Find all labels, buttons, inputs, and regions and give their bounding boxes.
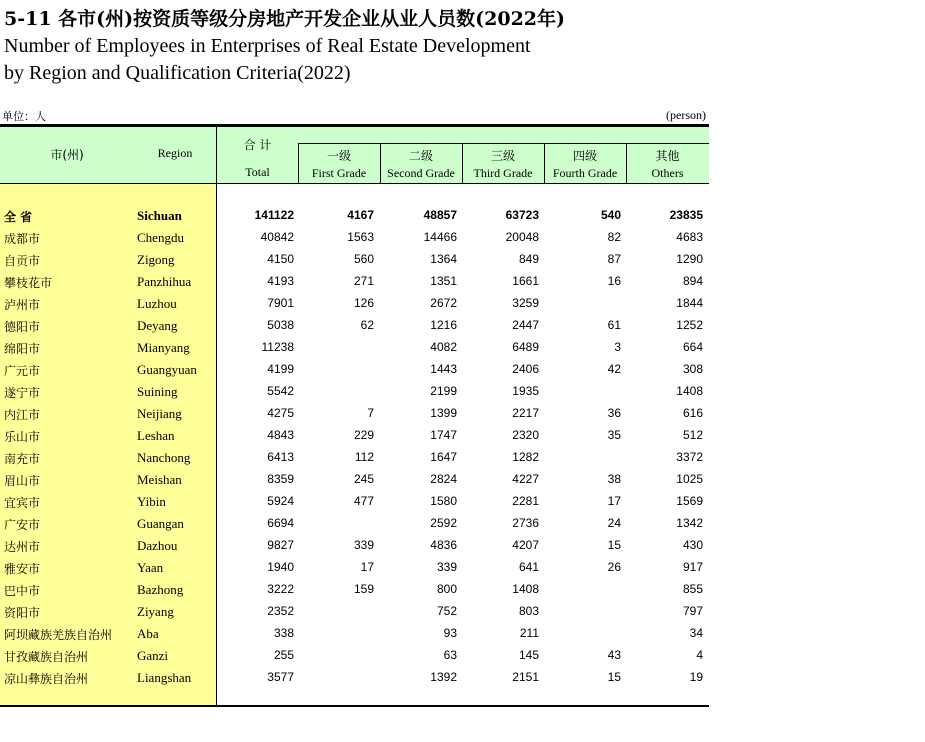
cell-region-cn: 泸州市 (4, 298, 41, 312)
cell-second-grade: 1364 (430, 252, 457, 266)
table-row (0, 557, 709, 579)
cell-region-en: Panzhihua (137, 274, 192, 289)
cell-third-grade: 211 (519, 626, 539, 640)
cell-others: 3372 (676, 450, 703, 464)
cell-second-grade: 2672 (430, 296, 457, 310)
cell-third-grade: 145 (518, 648, 539, 662)
cell-third-grade: 849 (518, 252, 539, 266)
cell-third-grade: 2736 (512, 516, 539, 530)
cell-region-cn: 阿坝藏族羌族自治州 (4, 628, 113, 642)
cell-third-grade: 6489 (512, 340, 539, 354)
cell-third-grade: 2217 (512, 406, 539, 420)
table-row (0, 271, 709, 293)
cell-second-grade: 752 (436, 604, 457, 618)
cell-first-grade: 7 (367, 406, 374, 420)
cell-total: 338 (273, 626, 294, 640)
cell-region-cn: 雅安市 (4, 562, 41, 576)
cell-third-grade: 2447 (512, 318, 539, 332)
table-row (0, 359, 709, 381)
header-grade-cn: 一级 (326, 149, 351, 163)
header-grade-cn: 二级 (408, 149, 433, 163)
cell-region-cn: 自贡市 (4, 254, 41, 268)
table-row (0, 667, 709, 689)
table-row (0, 469, 709, 491)
cell-first-grade: 159 (353, 582, 374, 596)
cell-fourth-grade: 82 (607, 230, 621, 244)
cell-fourth-grade: 16 (607, 274, 621, 288)
table-row (0, 293, 709, 315)
cell-fourth-grade: 15 (607, 538, 621, 552)
cell-total: 40842 (260, 230, 294, 244)
cell-others: 797 (682, 604, 703, 618)
cell-total: 4199 (267, 362, 294, 376)
cell-region-en: Ziyang (137, 604, 174, 619)
cell-total: 3222 (267, 582, 294, 596)
cell-region-en: Meishan (137, 472, 182, 487)
table-row (0, 513, 709, 535)
grade-group-rule (298, 143, 709, 144)
cell-region-cn: 达州市 (4, 540, 41, 554)
cell-second-grade: 2592 (430, 516, 457, 530)
cell-others: 1569 (676, 494, 703, 508)
cell-others: 917 (682, 560, 703, 574)
header-grade-en: Third Grade (473, 166, 533, 180)
cell-second-grade: 800 (436, 582, 457, 596)
cell-total: 4843 (267, 428, 294, 442)
cell-region-cn: 乐山市 (4, 430, 41, 444)
cell-second-grade: 1647 (430, 450, 457, 464)
unit-label-chinese: 单位：人 (2, 110, 46, 123)
header-grade-en: First Grade (311, 166, 367, 180)
table-row (0, 425, 709, 447)
table-title-english-line-2: by Region and Qualification Criteria(2022) (4, 62, 351, 84)
cell-first-grade: 560 (353, 252, 374, 266)
cell-fourth-grade: 38 (607, 472, 621, 486)
cell-third-grade: 3259 (512, 296, 539, 310)
cell-region-cn: 遂宁市 (4, 386, 41, 400)
table-row (0, 403, 709, 425)
cell-total: 4193 (267, 274, 294, 288)
table-bottom-rule (0, 705, 709, 707)
header-bottom-rule (0, 183, 709, 184)
cell-region-cn: 广元市 (4, 364, 41, 378)
cell-region-cn: 南充市 (4, 452, 41, 466)
cell-fourth-grade: 24 (607, 516, 621, 530)
cell-others: 308 (682, 362, 703, 376)
cell-total: 255 (273, 648, 294, 662)
cell-region-en: Deyang (137, 318, 178, 333)
cell-total: 5542 (267, 384, 294, 398)
cell-region-cn: 宜宾市 (4, 496, 41, 510)
cell-first-grade: 229 (353, 428, 374, 442)
table-row (0, 645, 709, 667)
cell-second-grade: 1580 (430, 494, 457, 508)
cell-third-grade: 2151 (512, 670, 539, 684)
cell-third-grade: 20048 (505, 230, 539, 244)
cell-region-cn: 眉山市 (4, 474, 41, 488)
cell-third-grade: 1282 (512, 450, 539, 464)
cell-region-en: Aba (137, 626, 159, 641)
cell-region-cn: 资阳市 (4, 606, 41, 620)
cell-region-en: Neijiang (137, 406, 182, 421)
header-grade-cn: 其他 (655, 149, 680, 163)
cell-others: 1252 (676, 318, 703, 332)
cell-region-en: Dazhou (137, 538, 178, 553)
cell-first-grade: 477 (353, 494, 374, 508)
header-grade-en: Fourth Grade (552, 166, 618, 180)
cell-others: 616 (682, 406, 703, 420)
cell-second-grade: 4836 (430, 538, 457, 552)
cell-total: 4275 (267, 406, 294, 420)
cell-others: 664 (682, 340, 703, 354)
header-grade-cn: 四级 (572, 149, 597, 163)
table-row (0, 337, 709, 359)
table-title-chinese: 5-11 各市(州)按资质等级分房地产开发企业从业人员数(2022年) (4, 8, 566, 30)
cell-region-cn: 成都市 (4, 232, 41, 246)
cell-total: 5038 (267, 318, 294, 332)
table-row (0, 447, 709, 469)
cell-total: 1940 (267, 560, 294, 574)
table-row (0, 579, 709, 601)
cell-region-en: Guangan (137, 516, 184, 531)
cell-region-cn: 绵阳市 (4, 342, 41, 356)
cell-others: 4 (696, 648, 703, 662)
cell-fourth-grade: 26 (607, 560, 621, 574)
table-row (0, 623, 709, 645)
cell-region-en: Mianyang (137, 340, 190, 355)
cell-first-grade: 62 (360, 318, 374, 332)
cell-others: 1844 (676, 296, 703, 310)
cell-fourth-grade: 35 (607, 428, 621, 442)
unit-label-english: (person) (666, 108, 706, 122)
header-grade-en: Second Grade (387, 166, 455, 180)
cell-others: 1408 (676, 384, 703, 398)
cell-second-grade: 1443 (430, 362, 457, 376)
cell-region-en: Sichuan (137, 208, 182, 223)
cell-others: 894 (682, 274, 703, 288)
cell-region-en: Luzhou (137, 296, 177, 311)
cell-region-en: Nanchong (137, 450, 191, 465)
cell-second-grade: 63 (443, 648, 457, 662)
table-row (0, 491, 709, 513)
cell-total: 6413 (267, 450, 294, 464)
cell-third-grade: 4227 (512, 472, 539, 486)
table-row (0, 535, 709, 557)
cell-fourth-grade: 43 (607, 648, 621, 662)
cell-region-cn: 甘孜藏族自治州 (4, 650, 89, 664)
cell-region-cn: 巴中市 (4, 584, 41, 598)
cell-fourth-grade: 3 (614, 340, 621, 354)
cell-third-grade: 1935 (512, 384, 539, 398)
cell-region-en: Yibin (137, 494, 166, 509)
cell-first-grade: 1563 (347, 230, 374, 244)
cell-second-grade: 2824 (430, 472, 457, 486)
table-row (0, 601, 709, 623)
cell-third-grade: 63723 (505, 208, 539, 222)
header-total-cn: 合 计 (243, 138, 272, 152)
table-row-province-total (0, 205, 709, 227)
cell-others: 34 (689, 626, 703, 640)
cell-second-grade: 4082 (430, 340, 457, 354)
cell-third-grade: 803 (518, 604, 539, 618)
cell-first-grade: 4167 (347, 208, 374, 222)
table-row (0, 249, 709, 271)
cell-third-grade: 641 (518, 560, 539, 574)
cell-second-grade: 339 (436, 560, 457, 574)
cell-region-cn: 德阳市 (4, 320, 41, 334)
cell-second-grade: 2199 (430, 384, 457, 398)
cell-others: 1342 (676, 516, 703, 530)
cell-third-grade: 2281 (512, 494, 539, 508)
cell-region-en: Chengdu (137, 230, 184, 245)
cell-third-grade: 2406 (512, 362, 539, 376)
cell-region-cn: 攀枝花市 (4, 276, 53, 290)
cell-third-grade: 4207 (512, 538, 539, 552)
cell-second-grade: 1216 (430, 318, 457, 332)
table-title-english-line-1: Number of Employees in Enterprises of Real Estate Development (4, 35, 531, 57)
cell-total: 3577 (267, 670, 294, 684)
cell-fourth-grade: 15 (607, 670, 621, 684)
cell-region-cn: 全 省 (4, 210, 33, 224)
cell-third-grade: 2320 (512, 428, 539, 442)
cell-third-grade: 1661 (512, 274, 539, 288)
cell-first-grade: 17 (360, 560, 374, 574)
cell-region-cn: 凉山彝族自治州 (4, 672, 89, 686)
table-row (0, 381, 709, 403)
cell-total: 8359 (267, 472, 294, 486)
cell-total: 11238 (261, 340, 294, 354)
header-grade-en: Others (651, 166, 684, 180)
cell-region-cn: 内江市 (4, 408, 41, 422)
cell-others: 1025 (676, 472, 703, 486)
header-city-cn: 市(州) (50, 148, 84, 162)
cell-total: 7901 (267, 296, 294, 310)
cell-others: 430 (682, 538, 703, 552)
cell-region-en: Guangyuan (137, 362, 197, 377)
cell-total: 9827 (267, 538, 294, 552)
cell-second-grade: 1351 (430, 274, 457, 288)
header-region-en: Region (157, 146, 193, 160)
cell-region-en: Leshan (137, 428, 175, 443)
cell-total: 5924 (267, 494, 294, 508)
cell-first-grade: 339 (353, 538, 374, 552)
cell-fourth-grade: 36 (607, 406, 621, 420)
cell-second-grade: 1392 (430, 670, 457, 684)
cell-region-en: Liangshan (137, 670, 192, 685)
cell-fourth-grade: 61 (607, 318, 621, 332)
cell-fourth-grade: 42 (607, 362, 621, 376)
cell-others: 512 (682, 428, 703, 442)
cell-second-grade: 14466 (423, 230, 457, 244)
cell-region-en: Bazhong (137, 582, 184, 597)
cell-region-en: Zigong (137, 252, 175, 267)
cell-region-en: Ganzi (137, 648, 169, 663)
cell-first-grade: 126 (353, 296, 374, 310)
cell-first-grade: 245 (353, 472, 374, 486)
cell-second-grade: 1399 (430, 406, 457, 420)
cell-others: 19 (689, 670, 703, 684)
cell-total: 141122 (254, 208, 294, 222)
cell-others: 23835 (669, 208, 703, 222)
cell-first-grade: 112 (354, 450, 374, 464)
cell-second-grade: 48857 (423, 208, 457, 222)
cell-total: 4150 (267, 252, 294, 266)
table-top-rule (0, 124, 709, 127)
table-row (0, 227, 709, 249)
cell-total: 6694 (267, 516, 294, 530)
cell-fourth-grade: 17 (607, 494, 621, 508)
header-total-en: Total (245, 165, 270, 179)
cell-others: 1290 (676, 252, 703, 266)
cell-fourth-grade: 87 (607, 252, 621, 266)
cell-region-cn: 广安市 (4, 518, 41, 532)
cell-region-en: Suining (137, 384, 178, 399)
cell-third-grade: 1408 (512, 582, 539, 596)
cell-others: 855 (682, 582, 703, 596)
cell-total: 2352 (267, 604, 294, 618)
cell-region-en: Yaan (137, 560, 164, 575)
table-row (0, 315, 709, 337)
header-grade-cn: 三级 (490, 149, 515, 163)
cell-first-grade: 271 (353, 274, 374, 288)
cell-second-grade: 93 (443, 626, 457, 640)
cell-others: 4683 (676, 230, 703, 244)
cell-fourth-grade: 540 (600, 208, 621, 222)
employees-table (0, 124, 709, 708)
cell-second-grade: 1747 (430, 428, 457, 442)
